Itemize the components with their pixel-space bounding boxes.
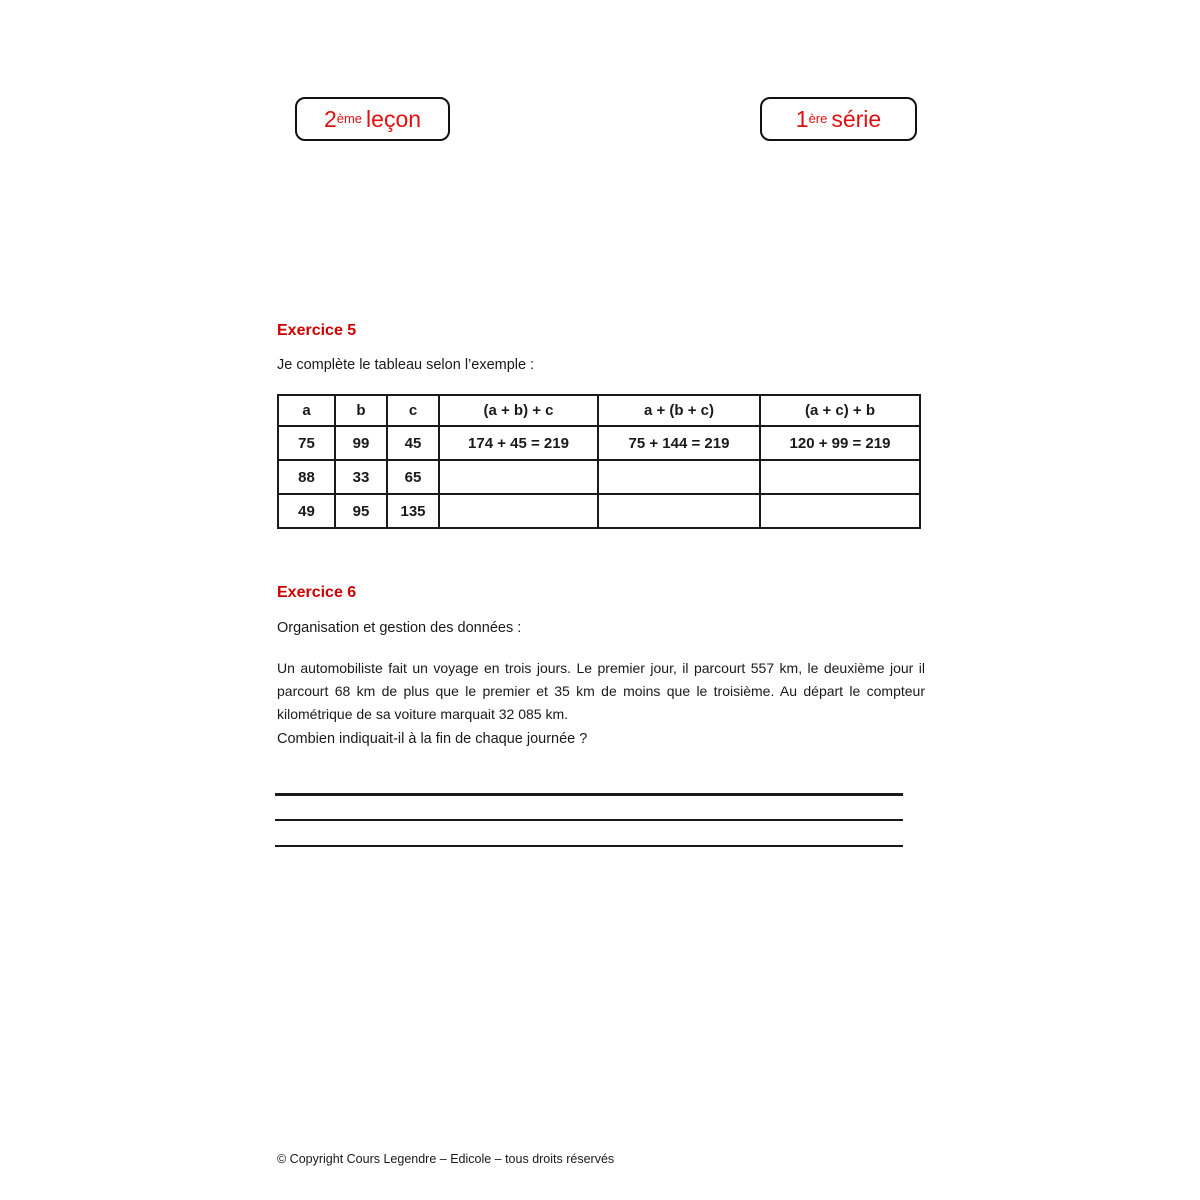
table-cell: 99 — [335, 426, 387, 460]
table-cell: 49 — [278, 494, 335, 528]
table-cell-empty — [598, 494, 760, 528]
table-cell: 65 — [387, 460, 439, 494]
table-cell: 75 + 144 = 219 — [598, 426, 760, 460]
column-header-a: a — [278, 395, 335, 426]
answer-line — [275, 845, 903, 847]
exercise5-table — [277, 394, 921, 529]
series-badge-label: série — [831, 105, 882, 132]
exercise5-intro: Je complète le tableau selon l’exemple : — [277, 357, 535, 373]
column-header-a-bc: a + (b + c) — [598, 395, 760, 426]
table-cell: 75 — [278, 426, 335, 460]
table-cell: 120 + 99 = 219 — [760, 426, 920, 460]
copyright-notice: © Copyright Cours Legendre – Edicole – tous droits réservés — [277, 1152, 615, 1166]
table-cell: 95 — [335, 494, 387, 528]
answer-line — [275, 819, 903, 821]
answer-line — [275, 793, 903, 796]
exercise5-title: Exercice 5 — [277, 322, 357, 339]
table-cell-empty — [439, 460, 598, 494]
column-header-c: c — [387, 395, 439, 426]
column-header-ab-c: (a + b) + c — [439, 395, 598, 426]
table-cell-empty — [439, 494, 598, 528]
exercise6-title: Exercice 6 — [277, 584, 357, 601]
table-row — [278, 494, 920, 528]
exercise6-subtitle: Organisation et gestion des données : — [277, 620, 522, 636]
table-cell: 33 — [335, 460, 387, 494]
table-cell-empty — [760, 494, 920, 528]
table-cell: 45 — [387, 426, 439, 460]
table-header-row — [278, 395, 920, 426]
table-cell-empty — [598, 460, 760, 494]
table-cell: 88 — [278, 460, 335, 494]
table-cell: 174 + 45 = 219 — [439, 426, 598, 460]
series-badge-number: 1 — [795, 105, 809, 132]
table-row — [278, 426, 920, 460]
lesson-badge-number: 2 — [323, 105, 337, 132]
lesson-badge-label: leçon — [366, 105, 422, 132]
series-badge: 1 ère série — [760, 97, 917, 141]
exercise6-question: Combien indiquait-il à la fin de chaque journée ? — [277, 731, 588, 747]
table-cell-empty — [760, 460, 920, 494]
column-header-ac-b: (a + c) + b — [760, 395, 920, 426]
lesson-badge: 2 ème leçon — [295, 97, 450, 141]
exercise6-problem-text: Un automobiliste fait un voyage en trois jours. Le premier jour, il parcourt 557 km, le deuxième jour il parcourt 68 km de plus que le premier et 35 km de moins que le troisième. Au départ le compteur kilométrique de sa voiture marquait 32 085 km. — [277, 660, 925, 722]
table-cell: 135 — [387, 494, 439, 528]
table-row — [278, 460, 920, 494]
column-header-b: b — [335, 395, 387, 426]
